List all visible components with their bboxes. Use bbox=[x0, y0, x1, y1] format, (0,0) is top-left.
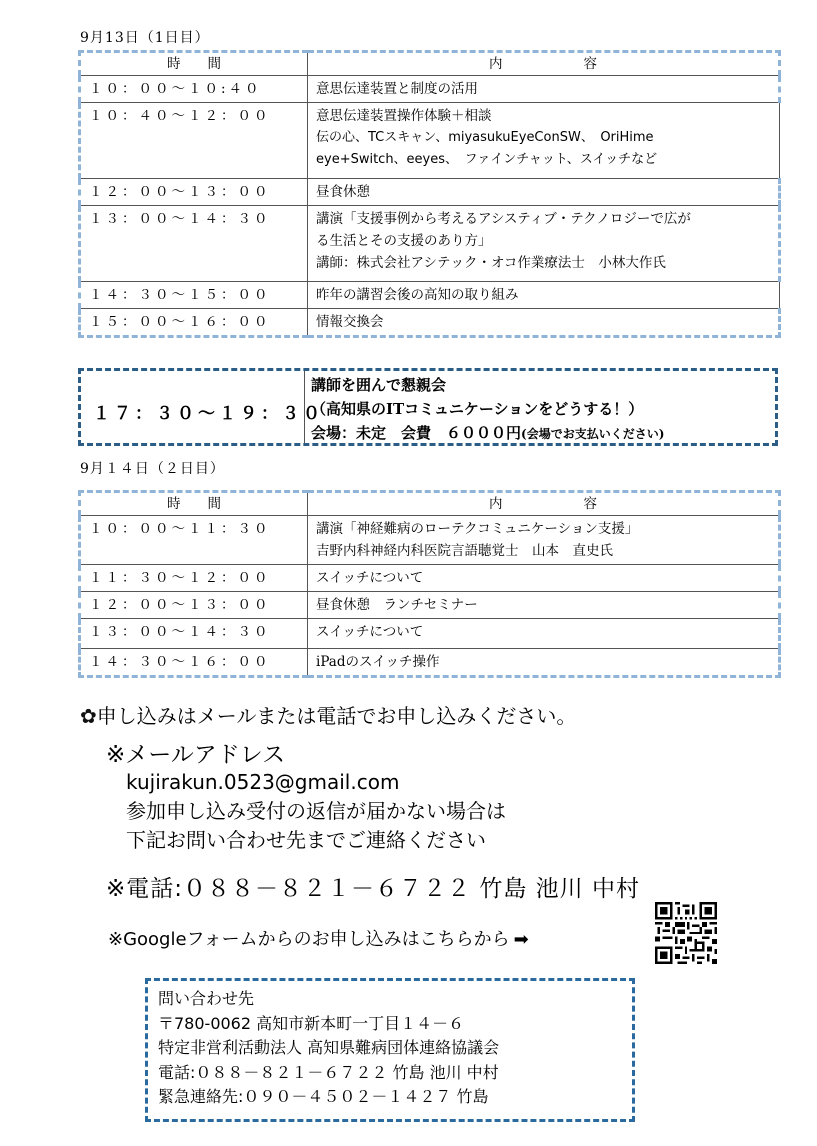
row-content bbox=[308, 179, 780, 206]
mail-heading: ※メールアドレス bbox=[106, 742, 286, 768]
row-line: eye+Switch、eeyes、 ファインチャット、スイッチなど bbox=[316, 152, 658, 167]
arrow-right-icon: ➡ bbox=[513, 929, 529, 950]
header-content: 内 容 bbox=[308, 52, 780, 76]
party-subtitle: （高知県のITコミュニケーションをどうする！） bbox=[311, 400, 644, 418]
table-row bbox=[80, 565, 780, 592]
row-line: 昨年の講習会後の高知の取り組み bbox=[316, 287, 519, 303]
row-time: １０：００〜１０:４０ bbox=[80, 76, 308, 103]
contact-emergency: 緊急連絡先:０９０－４５０２－１４２７ 竹島 bbox=[158, 1087, 489, 1106]
apply-instruction bbox=[80, 700, 576, 729]
row-content bbox=[308, 592, 780, 619]
mail-block bbox=[126, 768, 506, 855]
party-details bbox=[311, 373, 664, 446]
row-content bbox=[308, 649, 780, 677]
row-line: 昼食休憩 bbox=[316, 184, 370, 200]
row-content bbox=[308, 282, 780, 309]
row-content bbox=[308, 565, 780, 592]
row-time: １１：３０〜１２：００ bbox=[80, 565, 308, 592]
row-line: 講演「支援事例から考えるアシスティブ・テクノロジーで広が bbox=[316, 211, 691, 227]
party-divider bbox=[304, 371, 305, 443]
contact-box bbox=[145, 978, 635, 1122]
day1-schedule-table bbox=[78, 50, 781, 338]
row-line: 意思伝達装置と制度の活用 bbox=[316, 81, 478, 97]
row-content bbox=[308, 103, 780, 179]
table-header-row bbox=[80, 52, 780, 76]
table-row bbox=[80, 282, 780, 309]
table-row bbox=[80, 649, 780, 677]
row-time: １２：００〜１３：００ bbox=[80, 592, 308, 619]
row-time: １３：００〜１４：３０ bbox=[80, 206, 308, 282]
table-row bbox=[80, 309, 780, 337]
header-time: 時 間 bbox=[80, 492, 308, 516]
table-header-row bbox=[80, 492, 780, 516]
row-line: 講演「神経難病のローテクコミュニケーション支援」 bbox=[316, 521, 639, 537]
google-form-line[interactable] bbox=[108, 925, 529, 951]
table-row bbox=[80, 516, 780, 565]
day2-schedule-table bbox=[78, 490, 781, 678]
row-line: る生活とその支援のあり方」 bbox=[316, 233, 492, 249]
phone-line: ※電話:０８８－８２１－６７２２ 竹島 池川 中村 bbox=[106, 876, 640, 902]
day1-label: 9月13日（1日目） bbox=[80, 30, 210, 46]
party-title: 講師を囲んで懇親会 bbox=[311, 376, 447, 394]
mail-note: 参加申し込み受付の返信が届かない場合は bbox=[126, 799, 506, 823]
row-line: 伝の心、TCスキャン、miyasukuEyeConSW、 OriHime bbox=[316, 130, 654, 145]
row-content bbox=[308, 309, 780, 337]
header-time: 時 間 bbox=[80, 52, 308, 76]
row-content bbox=[308, 76, 780, 103]
mail-note: 下記お問い合わせ先までご連絡ください bbox=[126, 828, 486, 852]
party-venue bbox=[311, 421, 664, 446]
row-time: １０：００〜１１：３０ bbox=[80, 516, 308, 565]
party-payment-note: (会場でお支払いください) bbox=[521, 427, 665, 441]
table-row bbox=[80, 179, 780, 206]
row-line: 昼食休憩 ランチセミナー bbox=[316, 597, 478, 613]
row-time: １５：００〜１６：００ bbox=[80, 309, 308, 337]
row-line: スイッチについて bbox=[316, 570, 424, 586]
table-row bbox=[80, 103, 780, 179]
row-content bbox=[308, 619, 780, 649]
row-line: iPadのスイッチ操作 bbox=[316, 654, 440, 670]
row-content bbox=[308, 516, 780, 565]
row-time: １２：００〜１３：００ bbox=[80, 179, 308, 206]
row-time: １４：３０〜１５：００ bbox=[80, 282, 308, 309]
contact-title: 問い合わせ先 bbox=[158, 989, 255, 1008]
day2-label: 9月１４日（２日目） bbox=[80, 461, 225, 477]
table-row bbox=[80, 76, 780, 103]
row-line: スイッチについて bbox=[316, 624, 424, 640]
party-box bbox=[78, 368, 778, 446]
row-line: 講師：株式会社アシテック・オコ作業療法士 小林大作氏 bbox=[316, 255, 666, 271]
flower-icon: ✿ bbox=[80, 704, 97, 728]
table-row bbox=[80, 592, 780, 619]
google-form-text: ※Googleフォームからのお申し込みはこちらから bbox=[108, 929, 510, 950]
row-time: １０：４０〜１２：００ bbox=[80, 103, 308, 179]
row-content bbox=[308, 206, 780, 282]
header-content: 内 容 bbox=[308, 492, 780, 516]
contact-phone: 電話:０８８－８２１－６７２２ 竹島 池川 中村 bbox=[158, 1062, 499, 1082]
row-time: １４：３０〜１６：００ bbox=[80, 649, 308, 677]
contact-address: 〒780-0062 高知市新本町一丁目１４－６ bbox=[158, 1013, 465, 1033]
table-row bbox=[80, 206, 780, 282]
row-line: 吉野内科神経内科医院言語聴覚士 山本 直史氏 bbox=[316, 543, 613, 559]
row-line: 情報交換会 bbox=[316, 314, 384, 330]
email-address[interactable]: kujirakun.0523@gmail.com bbox=[126, 770, 400, 794]
row-line: 意思伝達装置操作体験＋相談 bbox=[316, 108, 492, 124]
party-fee: 会場：未定 会費 ６０００円 bbox=[311, 424, 522, 442]
row-time: １３：００〜１４：３０ bbox=[80, 619, 308, 649]
apply-text: 申し込みはメールまたは電話でお申し込みください。 bbox=[96, 704, 577, 728]
table-row bbox=[80, 619, 780, 649]
contact-organization: 特定非営利活動法人 高知県難病団体連絡協議会 bbox=[158, 1038, 500, 1057]
qr-code-icon[interactable] bbox=[655, 902, 717, 964]
party-time: １７：３０〜１９：３０ bbox=[93, 404, 324, 424]
